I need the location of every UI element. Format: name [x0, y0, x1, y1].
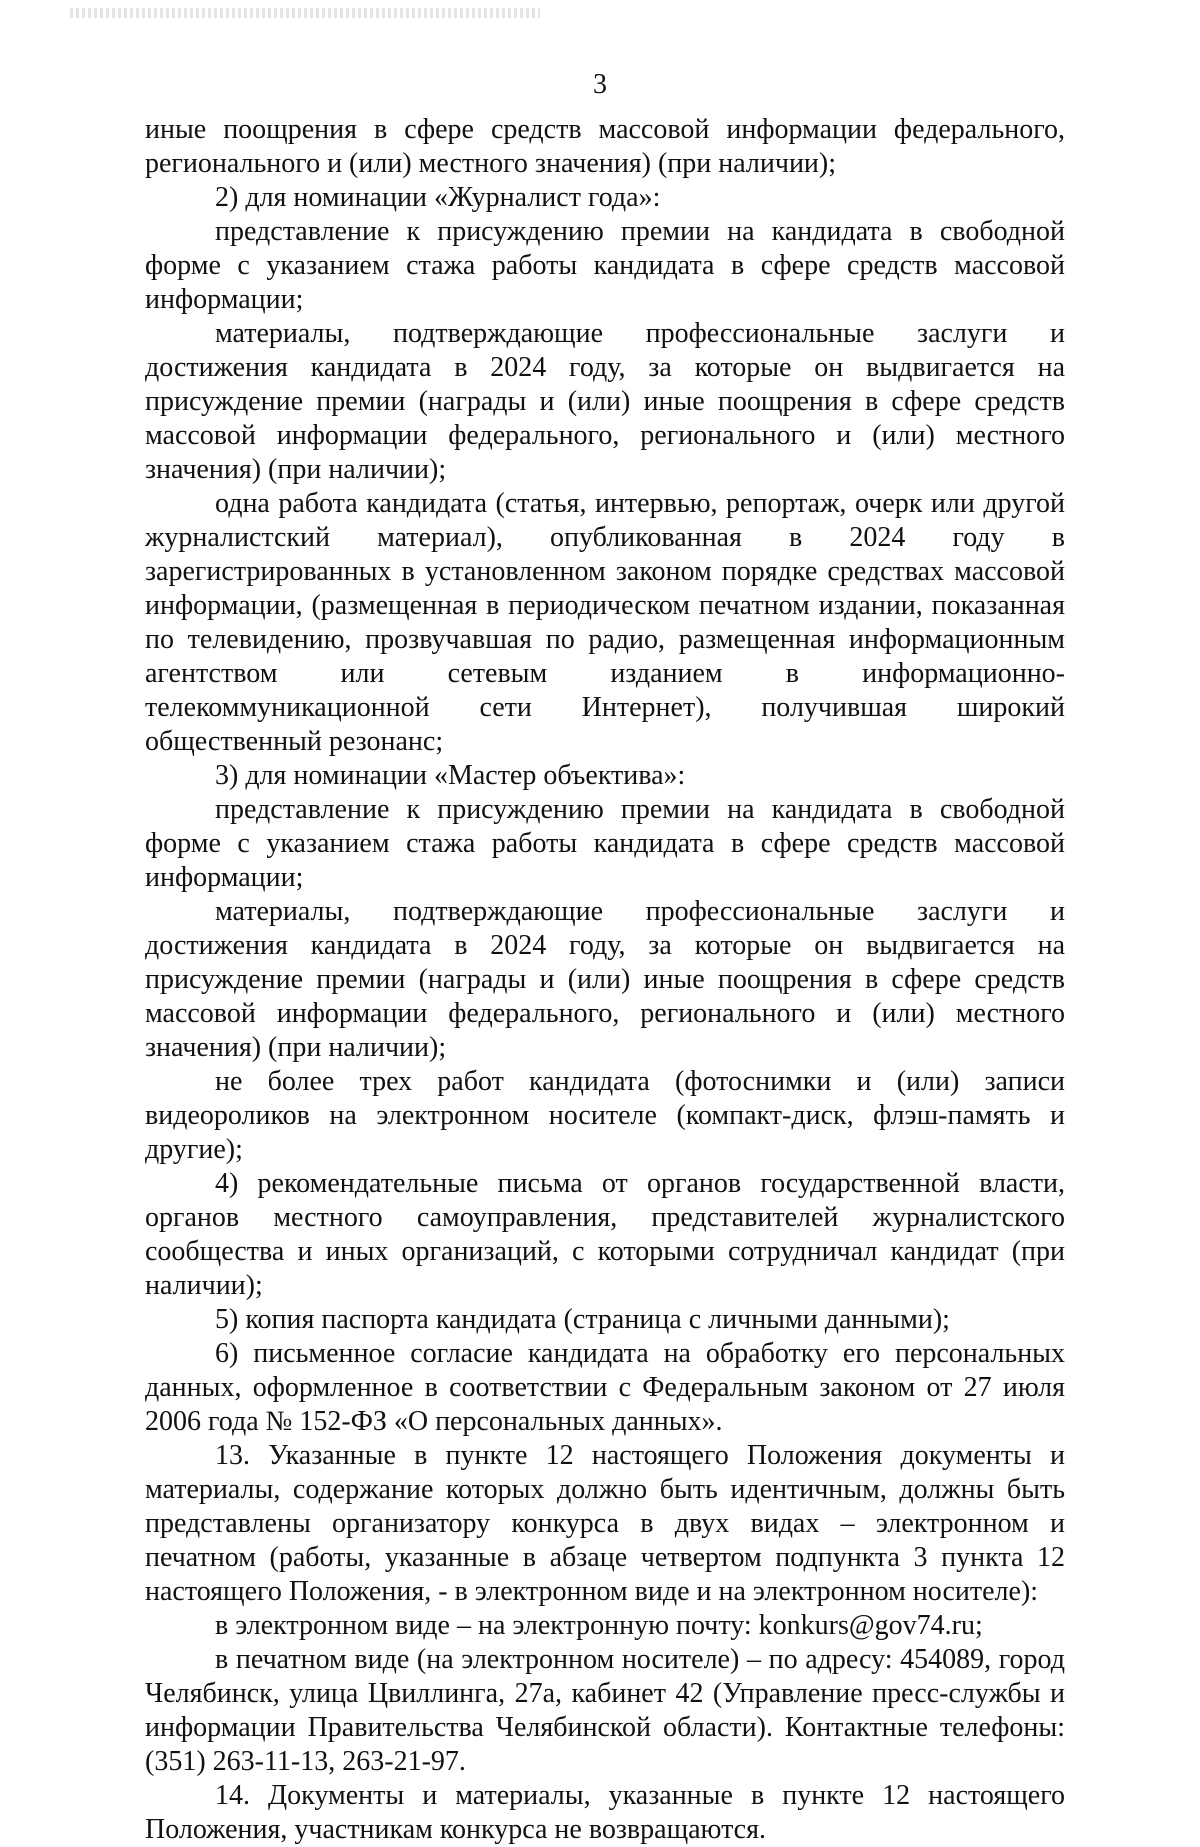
- paragraph-lens-materials: материалы, подтверждающие профессиональные заслуги и достижения кандидата в 2024 году, за которые он выдвигается на присуждение премии (награды и (или) иные поощрения в сфере средств массовой информации федерального, регионального и (или) местного значения) (при наличии);: [145, 896, 1065, 1063]
- paragraph-journalist-work: одна работа кандидата (статья, интервью, репортаж, очерк или другой журналистский материал), опубликованная в 2024 году в зарегистрированных в установленном законом порядке средствах массовой информации, (размещенная в периодическом печатном издании, показанная по телевидению, прозвучавшая по радио, размещенная информационным агентством или сетевым изданием в информационно-телекоммуникационной сети Интернет), получившая широкий общественный резонанс;: [145, 488, 1065, 757]
- scan-artifact: [70, 8, 540, 18]
- paragraph-journalist-materials: материалы, подтверждающие профессиональные заслуги и достижения кандидата в 2024 году, за которые он выдвигается на присуждение премии (награды и (или) иные поощрения в сфере средств массовой информации федерального, регионального и (или) местного значения) (при наличии);: [145, 318, 1065, 485]
- paragraph-lens-works: не более трех работ кандидата (фотоснимки и (или) записи видеороликов на электронном носителе (компакт-диск, флэш-память и другие);: [145, 1066, 1065, 1165]
- paragraph-nomination-lens-master: 3) для номинации «Мастер объектива»:: [215, 760, 686, 791]
- document-body: [145, 113, 1065, 1847]
- paragraph-passport-copy: 5) копия паспорта кандидата (страница с личными данными);: [215, 1304, 950, 1335]
- paragraph-nomination-journalist: 2) для номинации «Журналист года»:: [215, 182, 661, 213]
- paragraph-item-13: 13. Указанные в пункте 12 настоящего Положения документы и материалы, содержание которых должно быть идентичным, должны быть представлены организатору конкурса в двух видах – электронном и печатном (работы, указанные в абзаце четвертом подпункта 3 пункта 12 настоящего Положения, - в электронном виде и на электронном носителе):: [145, 1440, 1065, 1607]
- paragraph-journalist-submission: представление к присуждению премии на кандидата в свободной форме с указанием стажа работы кандидата в сфере средств массовой информации;: [145, 216, 1065, 315]
- paragraph-personal-data-consent: 6) письменное согласие кандидата на обработку его персональных данных, оформленное в соответствии с Федеральным законом от 27 июля 2006 года № 152-ФЗ «О персональных данных».: [145, 1338, 1065, 1437]
- paragraph-recommendation-letters: 4) рекомендательные письма от органов государственной власти, органов местного самоуправления, представителей журналистского сообщества и иных организаций, с которыми сотрудничал кандидат (при наличии);: [145, 1168, 1065, 1301]
- page-number: 3: [593, 69, 607, 100]
- paragraph-item-14: 14. Документы и материалы, указанные в пункте 12 настоящего Положения, участникам конкурса не возвращаются.: [145, 1780, 1065, 1845]
- paragraph-continuation: иные поощрения в сфере средств массовой информации федерального, регионального и (или) местного значения) (при наличии);: [145, 114, 1065, 179]
- paragraph-printed-submission: в печатном виде (на электронном носителе) – по адресу: 454089, город Челябинск, улица Цвиллинга, 27а, кабинет 42 (Управление пресс-службы и информации Правительства Челябинской области). Контактные телефоны: (351) 263-11-13, 263-21-97.: [145, 1644, 1065, 1777]
- paragraph-electronic-submission: в электронном виде – на электронную почту: konkurs@gov74.ru;: [215, 1610, 983, 1641]
- paragraph-lens-submission: представление к присуждению премии на кандидата в свободной форме с указанием стажа работы кандидата в сфере средств массовой информации;: [145, 794, 1065, 893]
